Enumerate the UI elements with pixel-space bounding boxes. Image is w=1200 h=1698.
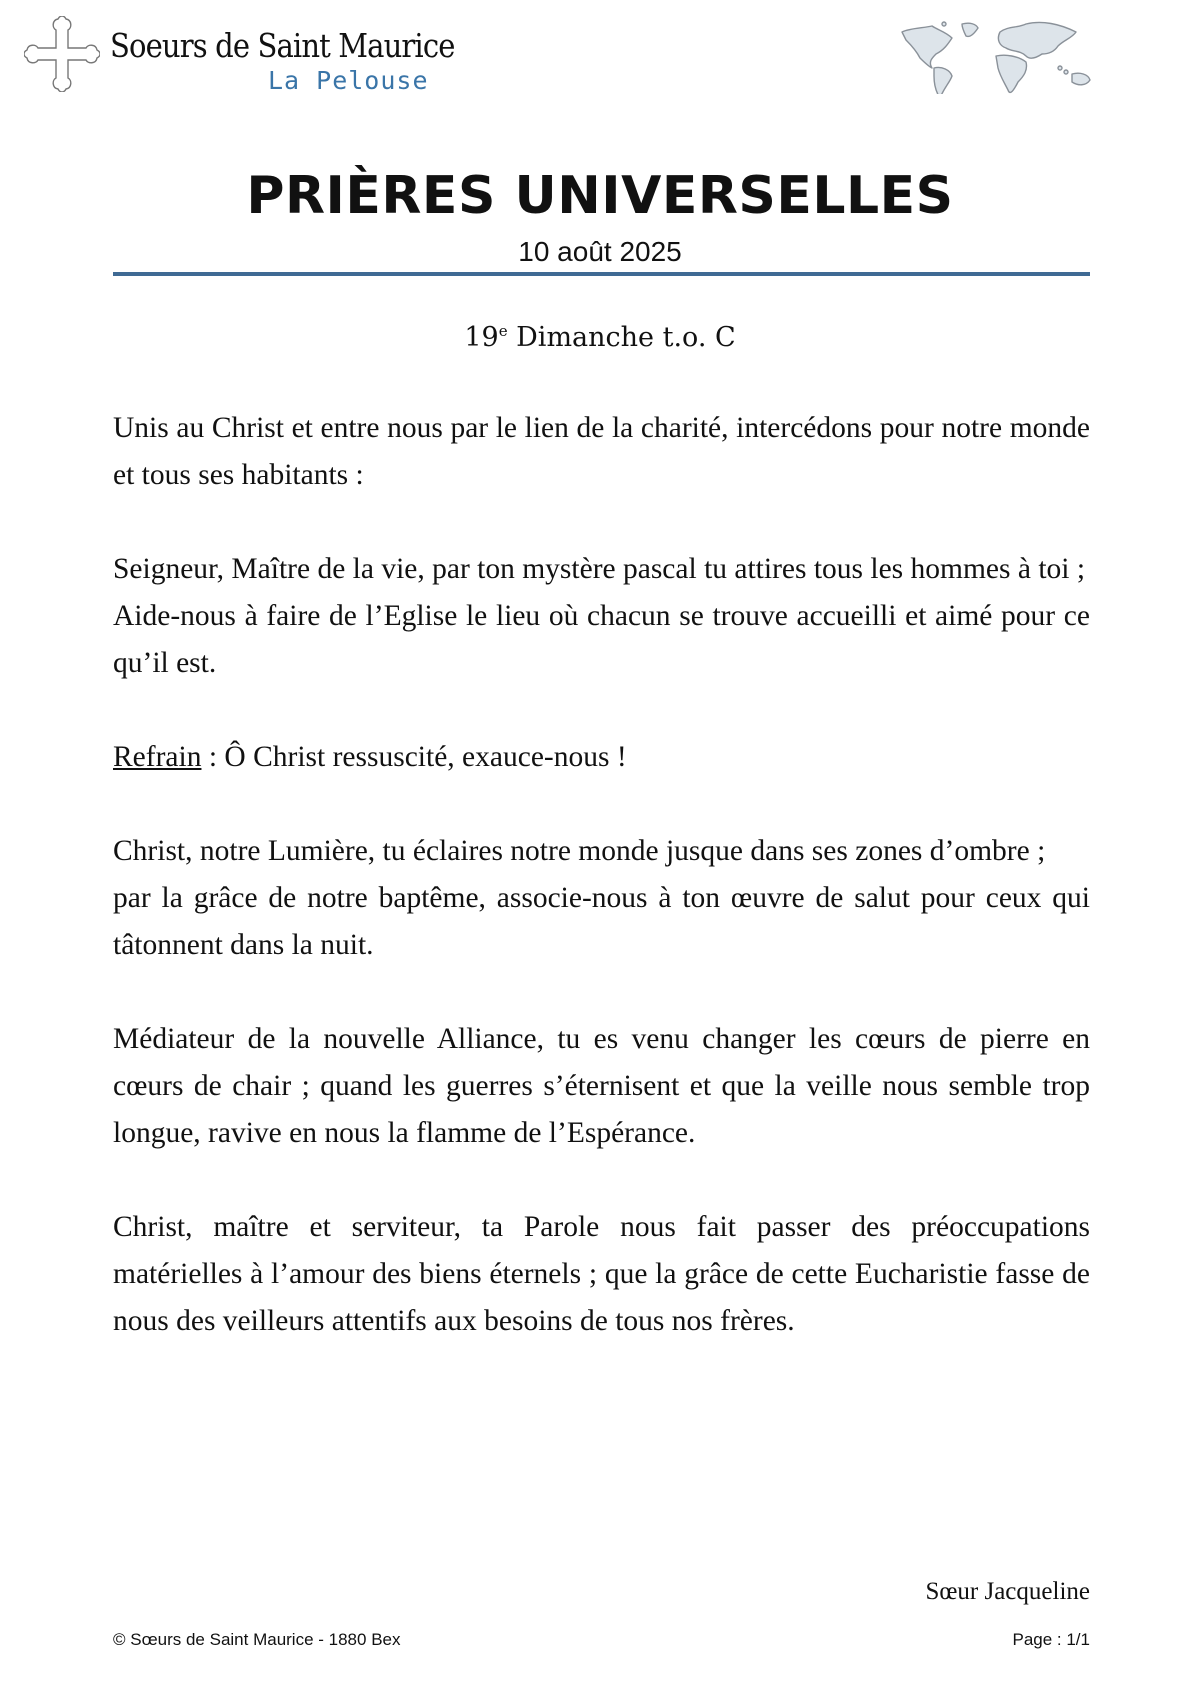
header-logo — [24, 12, 464, 95]
refrain-text: Ô Christ ressuscité, exauce-nous ! — [224, 741, 627, 773]
refrain-paragraph — [113, 734, 1090, 781]
refrain-separator: : — [201, 741, 225, 773]
sunday-number: 19 — [464, 322, 499, 353]
prayer-paragraph — [113, 546, 1090, 687]
prayer-line: Aide-nous à faire de l’Eglise le lieu où chacun se trouve accueilli et aimé pour ce qu’il est. — [113, 600, 1090, 679]
prayers-body — [113, 405, 1090, 1392]
logo-subtitle: La Pelouse — [268, 66, 429, 95]
prayer-line: Christ, notre Lumière, tu éclaires notre monde jusque dans ses zones d’ombre ; — [113, 835, 1046, 867]
world-map-icon — [896, 10, 1096, 94]
prayer-paragraph — [113, 1204, 1090, 1345]
sunday-rest: Dimanche t.o. C — [507, 322, 736, 353]
sunday-suffix: e — [498, 322, 508, 340]
cross-icon — [24, 16, 100, 92]
prayer-line: par la grâce de notre baptême, associe-nous à ton œuvre de salut pour ceux qui tâtonnent dans la nuit. — [113, 882, 1090, 961]
prayer-line: Christ, maître et serviteur, ta Parole nous fait passer des préoccupations matérielles à l’amour des biens éternels ; que la grâce de cette Eucharistie fasse de nous des veilleurs attentifs aux besoins de tous nos frères. — [113, 1211, 1090, 1337]
prayer-line: Seigneur, Maître de la vie, par ton mystère pascal tu attires tous les hommes à toi ; — [113, 553, 1086, 585]
footer-copyright: © Sœurs de Saint Maurice - 1880 Bex — [113, 1630, 401, 1649]
refrain-label: Refrain — [113, 741, 202, 773]
prayer-line: Médiateur de la nouvelle Alliance, tu es venu changer les cœurs de pierre en cœurs de chair ; quand les guerres s’éternisent et que la veille nous semble trop longue, ravive en nous la flamme de l’Espérance. — [113, 1023, 1090, 1149]
intro-paragraph: Unis au Christ et entre nous par le lien de la charité, intercédons pour notre monde et tous ses habitants : — [113, 412, 1090, 491]
document-date: 10 août 2025 — [518, 236, 682, 267]
footer-page-number: Page : 1/1 — [1012, 1630, 1090, 1649]
prayer-paragraph — [113, 1016, 1090, 1157]
title-divider — [113, 272, 1090, 276]
logo-title: Soeurs de Saint Maurice — [110, 26, 455, 65]
signature: Sœur Jacqueline — [925, 1578, 1090, 1605]
prayer-paragraph — [113, 828, 1090, 969]
document-title: PRIÈRES UNIVERSELLES — [246, 166, 954, 226]
liturgical-sunday — [0, 322, 1200, 353]
